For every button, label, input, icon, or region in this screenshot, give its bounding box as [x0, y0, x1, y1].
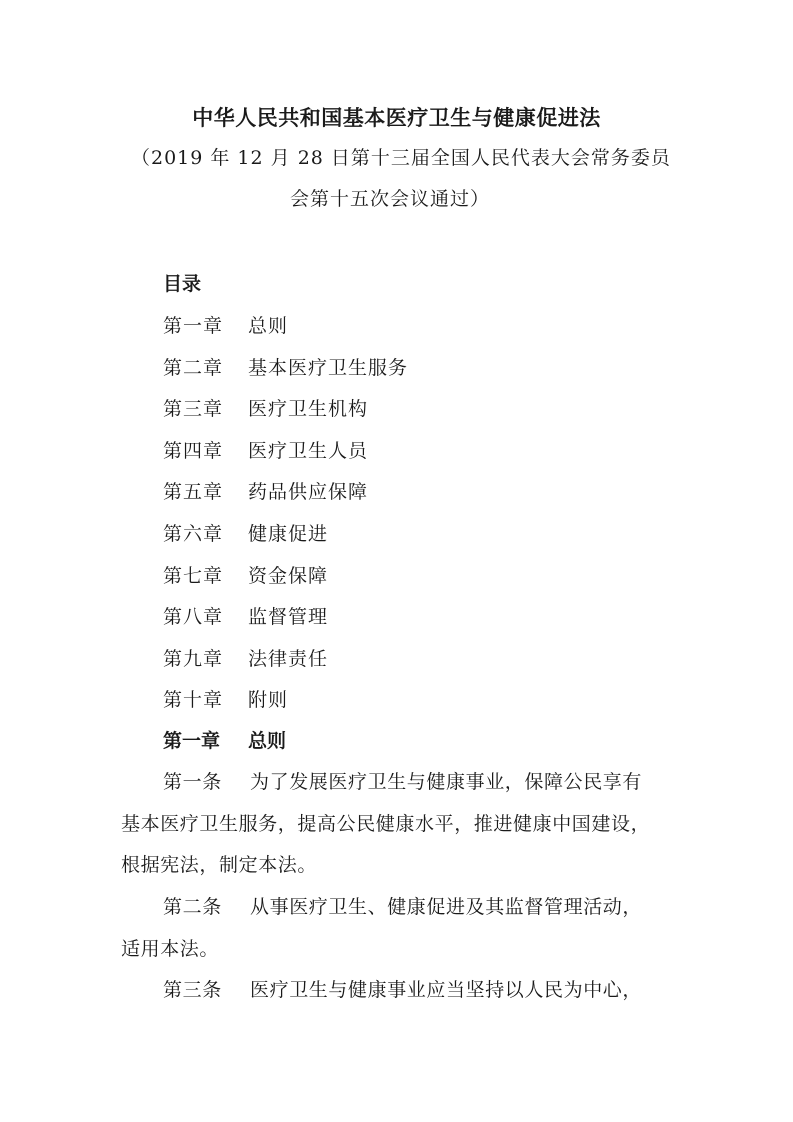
- table-of-contents: [163, 312, 408, 728]
- document-title: 中华人民共和国基本医疗卫生与健康促进法: [192, 106, 601, 130]
- toc-item[interactable]: [163, 645, 408, 687]
- toc-item-number: 第四章: [163, 439, 224, 462]
- article-2-line-2: 适用本法。: [121, 938, 220, 960]
- article-2-line-1: [163, 892, 642, 922]
- toc-item-title: 医疗卫生人员: [248, 439, 369, 462]
- toc-item-title: 法律责任: [248, 647, 329, 670]
- toc-item-number: 第十章: [163, 689, 224, 712]
- toc-item[interactable]: [163, 312, 408, 354]
- toc-heading: 目录: [163, 273, 202, 295]
- toc-item-number: 第二章: [163, 356, 224, 379]
- toc-item[interactable]: [163, 437, 408, 479]
- article-text: 医疗卫生与健康事业应当坚持以人民为中心，: [250, 979, 643, 1001]
- article-text: 为了发展医疗卫生与健康事业，保障公民享有: [250, 771, 643, 793]
- article-3-line-1: [163, 975, 642, 1005]
- toc-item-number: 第一章: [163, 315, 224, 337]
- toc-item-number: 第六章: [163, 522, 224, 545]
- chapter-number: 第一章: [163, 730, 221, 752]
- toc-item-title: 附则: [248, 689, 289, 712]
- toc-item-title: 健康促进: [248, 522, 329, 545]
- toc-item-title: 监督管理: [248, 606, 329, 629]
- article-number: 第二条: [163, 896, 222, 918]
- document-subtitle-line-1: （2019 年 12 月 28 日第十三届全国人民代表大会常务委员: [131, 147, 671, 169]
- toc-item-number: 第八章: [163, 606, 224, 629]
- article-number: 第三条: [163, 979, 222, 1001]
- toc-item-title: 药品供应保障: [248, 481, 369, 504]
- toc-item-number: 第三章: [163, 398, 224, 421]
- article-1-line-2: 基本医疗卫生服务，提高公民健康水平，推进健康中国建设，: [121, 813, 651, 835]
- toc-item[interactable]: [163, 395, 408, 437]
- toc-item[interactable]: [163, 520, 408, 562]
- chapter-heading: [163, 726, 286, 756]
- toc-item[interactable]: [163, 354, 408, 396]
- article-text: 从事医疗卫生、健康促进及其监督管理活动，: [250, 896, 643, 918]
- toc-item-title: 总则: [248, 315, 289, 337]
- document-subtitle-line-2: 会第十五次会议通过）: [290, 188, 491, 210]
- toc-item-number: 第五章: [163, 481, 224, 504]
- toc-item-title: 资金保障: [248, 564, 329, 587]
- toc-item[interactable]: [163, 478, 408, 520]
- chapter-title: 总则: [248, 730, 287, 752]
- toc-item[interactable]: [163, 562, 408, 604]
- toc-item-title: 基本医疗卫生服务: [248, 356, 409, 379]
- toc-item-number: 第七章: [163, 564, 224, 587]
- toc-item-title: 医疗卫生机构: [248, 398, 369, 421]
- toc-item-number: 第九章: [163, 647, 224, 670]
- article-1-line-3: 根据宪法，制定本法。: [121, 854, 318, 876]
- article-number: 第一条: [163, 771, 222, 793]
- toc-item[interactable]: [163, 686, 408, 728]
- toc-item[interactable]: [163, 603, 408, 645]
- article-1-line-1: [163, 767, 642, 797]
